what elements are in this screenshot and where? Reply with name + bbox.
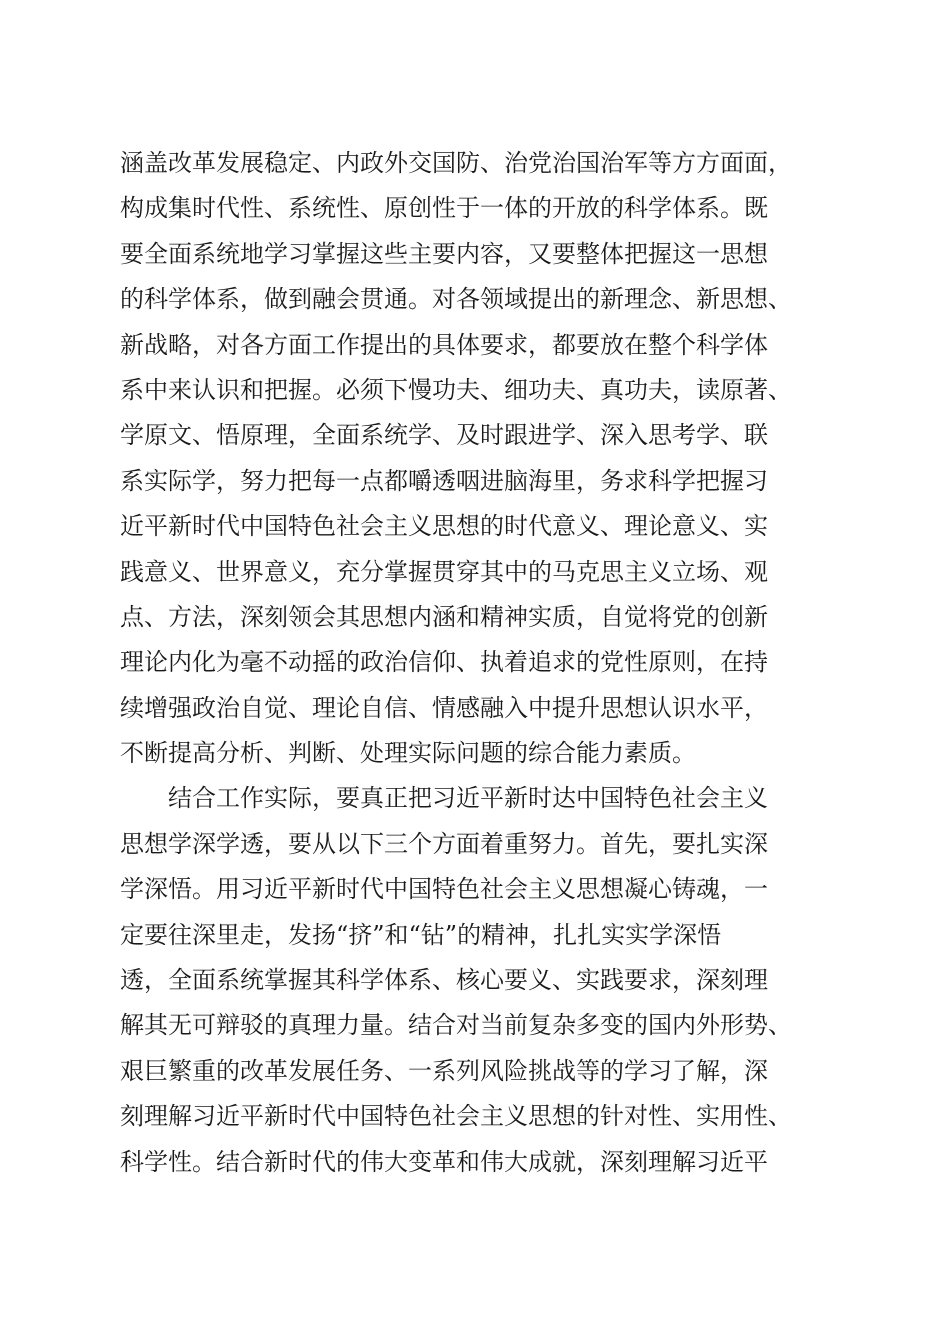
text-line: 的科学体系，做到融会贯通。对各领域提出的新理念、新思想、 — [120, 285, 792, 314]
text-line: 学原文、悟原理，全面系统学、及时跟进学、深入思考学、联 — [120, 421, 768, 450]
text-line: 践意义、世界意义，充分掌握贯穿其中的马克思主义立场、观 — [120, 557, 768, 586]
paragraph-start-line: 结合工作实际，要真正把习近平新时达中国特色社会主义 — [120, 784, 768, 813]
text-line: 不断提高分析、判断、处理实际问题的综合能力素质。 — [120, 739, 696, 768]
body-text — [120, 141, 840, 1185]
text-line: 理论内化为毫不动摇的政治信仰、执着追求的党性原则，在持 — [120, 648, 768, 677]
text-line: 涵盖改革发展稳定、内政外交国防、治党治国治军等方方面面， — [120, 149, 792, 177]
text-line: 定要往深里走，发扬“挤”和“钻”的精神，扎扎实实学深悟 — [120, 920, 722, 949]
text-line: 刻理解习近平新时代中国特色社会主义思想的针对性、实用性、 — [120, 1102, 792, 1131]
text-line: 新战略，对各方面工作提出的具体要求，都要放在整个科学体 — [120, 330, 768, 359]
text-line: 续增强政治自觉、理论自信、情感融入中提升思想认识水平， — [120, 693, 768, 722]
text-line: 解其无可辩驳的真理力量。结合对当前复杂多变的国内外形势、 — [120, 1011, 792, 1040]
text-line: 系中来认识和把握。必须下慢功夫、细功夫、真功夫，读原著、 — [120, 375, 792, 404]
text-line: 点、方法，深刻领会其思想内涵和精神实质，自觉将党的创新 — [120, 602, 768, 631]
text-line: 思想学深学透，要从以下三个方面着重努力。首先，要扎实深 — [120, 829, 768, 858]
text-line: 近平新时代中国特色社会主义思想的时代意义、理论意义、实 — [120, 512, 768, 541]
text-line: 系实际学，努力把每一点都嚼透咽进脑海里，务求科学把握习 — [120, 466, 768, 495]
text-line: 学深悟。用习近平新时代中国特色社会主义思想凝心铸魂，一 — [120, 875, 768, 904]
text-line: 艰巨繁重的改革发展任务、一系列风险挑战等的学习了解，深 — [120, 1056, 768, 1085]
text-line: 构成集时代性、系统性、原创性于一体的开放的科学体系。既 — [120, 194, 768, 223]
text-line: 科学性。结合新时代的伟大变革和伟大成就，深刻理解习近平 — [120, 1147, 768, 1176]
text-line: 透，全面系统掌握其科学体系、核心要义、实践要求，深刻理 — [120, 966, 768, 995]
text-line: 要全面系统地学习掌握这些主要内容，又要整体把握这一思想 — [120, 239, 768, 268]
